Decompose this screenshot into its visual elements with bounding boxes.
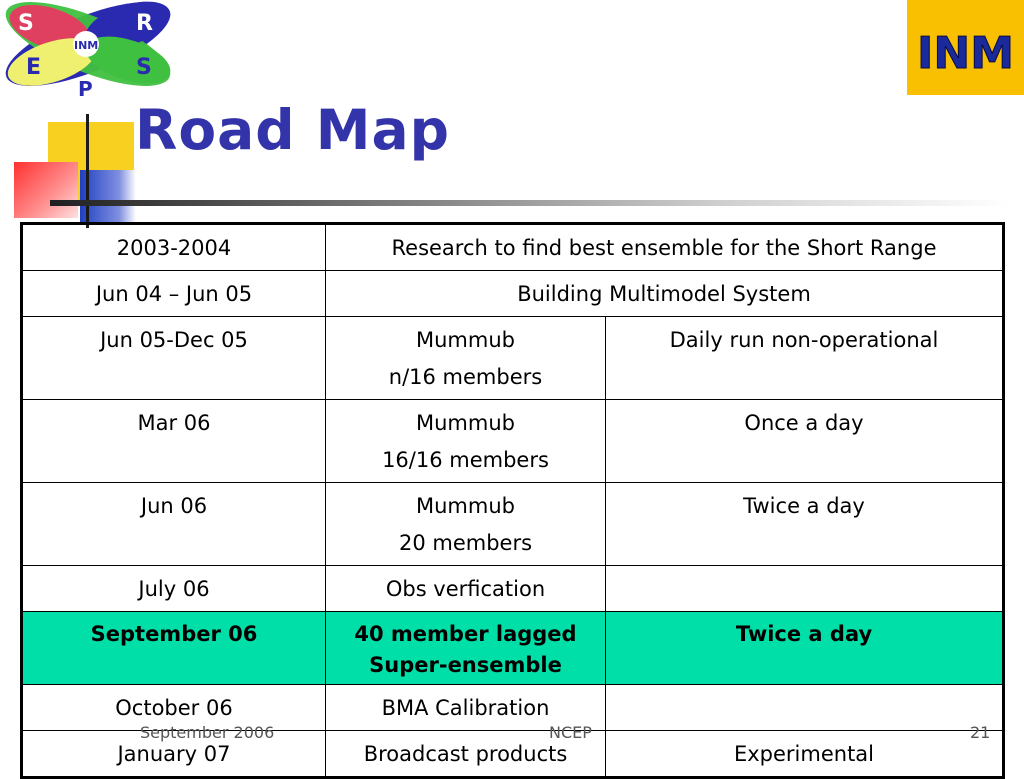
date-cell: Jun 04 – Jun 05 bbox=[22, 271, 326, 317]
span-cell: Building Multimodel System bbox=[326, 271, 1004, 317]
status-cell bbox=[606, 685, 1004, 731]
status-cell: Experimental bbox=[606, 731, 1004, 778]
logo-letter-p: P bbox=[78, 77, 93, 100]
status-cell: Twice a day bbox=[606, 483, 1004, 566]
date-cell: 2003-2004 bbox=[22, 224, 326, 271]
logo-letter-s1: S bbox=[18, 11, 34, 36]
logo-letter-r: R bbox=[136, 11, 153, 36]
table-row bbox=[22, 483, 1004, 566]
system-line: Broadcast products bbox=[363, 742, 568, 766]
date-cell: July 06 bbox=[22, 566, 326, 612]
date-cell: September 06 bbox=[22, 612, 326, 685]
table-row bbox=[22, 317, 1004, 400]
footer-page-number: 21 bbox=[970, 723, 991, 742]
table-row-highlighted bbox=[22, 612, 1004, 685]
logo-letter-s2: S bbox=[136, 55, 152, 80]
system-cell bbox=[326, 483, 606, 566]
system-line: 40 member lagged bbox=[354, 622, 577, 646]
srsep-logo bbox=[0, 0, 178, 100]
status-cell: Once a day bbox=[606, 400, 1004, 483]
system-line: 16/16 members bbox=[382, 448, 549, 472]
date-cell: January 07 bbox=[22, 731, 326, 778]
system-line: Super-ensemble bbox=[369, 653, 562, 677]
logo-center-text: INM bbox=[74, 39, 99, 52]
table-row bbox=[22, 400, 1004, 483]
system-line: Mummub bbox=[416, 411, 515, 435]
system-cell bbox=[326, 317, 606, 400]
table-row bbox=[22, 566, 1004, 612]
date-cell: Jun 06 bbox=[22, 483, 326, 566]
system-line: 20 members bbox=[398, 531, 533, 555]
date-cell: Jun 05-Dec 05 bbox=[22, 317, 326, 400]
system-line: Mummub bbox=[416, 494, 515, 518]
date-cell: Mar 06 bbox=[22, 400, 326, 483]
decor-horizontal-line bbox=[50, 200, 1010, 206]
status-cell: Daily run non-operational bbox=[606, 317, 1004, 400]
roadmap-table bbox=[20, 222, 1005, 779]
system-cell bbox=[326, 566, 606, 612]
footer-date: September 2006 bbox=[140, 723, 275, 742]
decor-red-square bbox=[14, 162, 78, 218]
decor-vertical-line bbox=[86, 114, 89, 228]
table-row bbox=[22, 271, 1004, 317]
logo-letter-e: E bbox=[26, 55, 42, 80]
status-cell: Twice a day bbox=[606, 612, 1004, 685]
status-cell bbox=[606, 566, 1004, 612]
system-cell bbox=[326, 400, 606, 483]
footer-org: NCEP bbox=[549, 723, 592, 742]
date-cell: October 06 bbox=[22, 685, 326, 731]
system-line: Obs verfication bbox=[385, 577, 546, 601]
span-cell: Research to find best ensemble for the Short Range bbox=[326, 224, 1004, 271]
inm-logo bbox=[907, 0, 1024, 95]
table-row bbox=[22, 224, 1004, 271]
system-line: n/16 members bbox=[388, 365, 543, 389]
slide-title: Road Map bbox=[135, 98, 450, 162]
system-line: Mummub bbox=[416, 328, 515, 352]
inm-logo-text: INM bbox=[917, 28, 1014, 79]
system-line: BMA Calibration bbox=[381, 696, 550, 720]
system-cell bbox=[326, 612, 606, 685]
